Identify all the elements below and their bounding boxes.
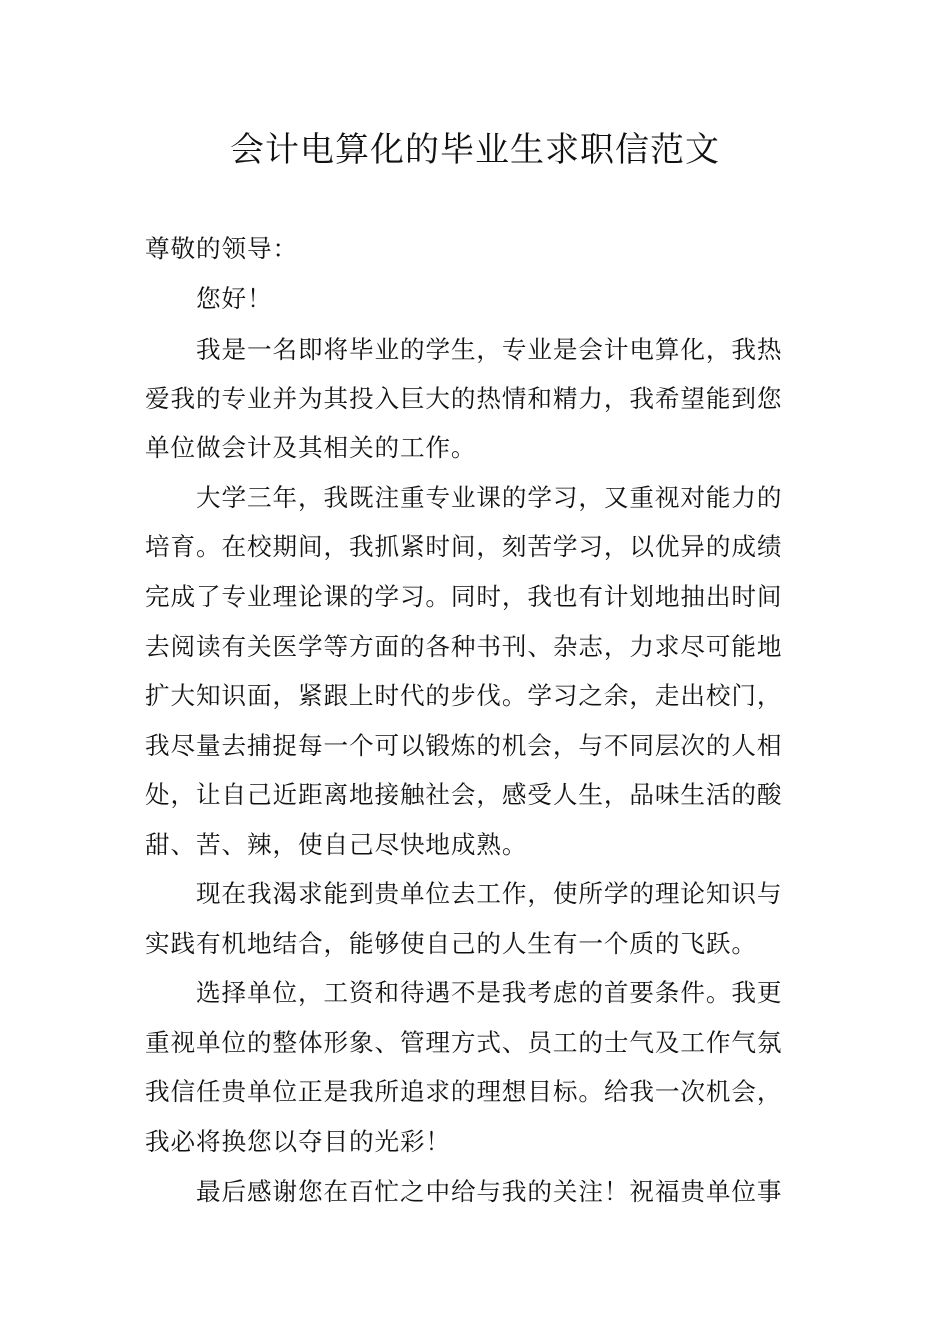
body-line-10: 处，让自己近距离地接触社会，感受人生，品味生活的酸 [145, 780, 783, 809]
body-line-7: 去阅读有关医学等方面的各种书刊、杂志，力求尽可能地 [145, 632, 783, 661]
body-line-15: 重视单位的整体形象、管理方式、员工的士气及工作气氛 [145, 1028, 783, 1057]
body-line-18: 最后感谢您在百忙之中给与我的关注！祝福贵单位事 [196, 1177, 783, 1206]
body-line-6: 完成了专业理论课的学习。同时，我也有计划地抽出时间 [145, 582, 783, 611]
body-line-17: 我必将换您以夺目的光彩！ [145, 1127, 451, 1156]
body-line-13: 实践有机地结合，能够使自己的人生有一个质的飞跃。 [145, 929, 757, 958]
document-title: 会计电算化的毕业生求职信范文 [230, 130, 720, 170]
greeting: 您好！ [196, 284, 273, 313]
body-line-11: 甜、苦、辣，使自己尽快地成熟。 [145, 830, 528, 859]
body-line-14: 选择单位，工资和待遇不是我考虑的首要条件。我更 [196, 978, 783, 1007]
body-line-16: 我信任贵单位正是我所追求的理想目标。给我一次机会， [145, 1077, 783, 1106]
body-line-1: 我是一名即将毕业的学生，专业是会计电算化，我热 [196, 335, 783, 364]
body-line-4: 大学三年，我既注重专业课的学习，又重视对能力的 [196, 483, 783, 512]
body-line-8: 扩大知识面，紧跟上时代的步伐。学习之余，走出校门， [145, 681, 783, 710]
body-line-2: 爱我的专业并为其投入巨大的热情和精力，我希望能到您 [145, 384, 783, 413]
body-line-3: 单位做会计及其相关的工作。 [145, 433, 477, 462]
body-line-9: 我尽量去捕捉每一个可以锻炼的机会，与不同层次的人相 [145, 731, 783, 760]
salutation: 尊敬的领导： [145, 234, 298, 263]
body-line-12: 现在我渴求能到贵单位去工作，使所学的理论知识与 [196, 879, 783, 908]
body-line-5: 培育。在校期间，我抓紧时间，刻苦学习，以优异的成绩 [145, 532, 783, 561]
